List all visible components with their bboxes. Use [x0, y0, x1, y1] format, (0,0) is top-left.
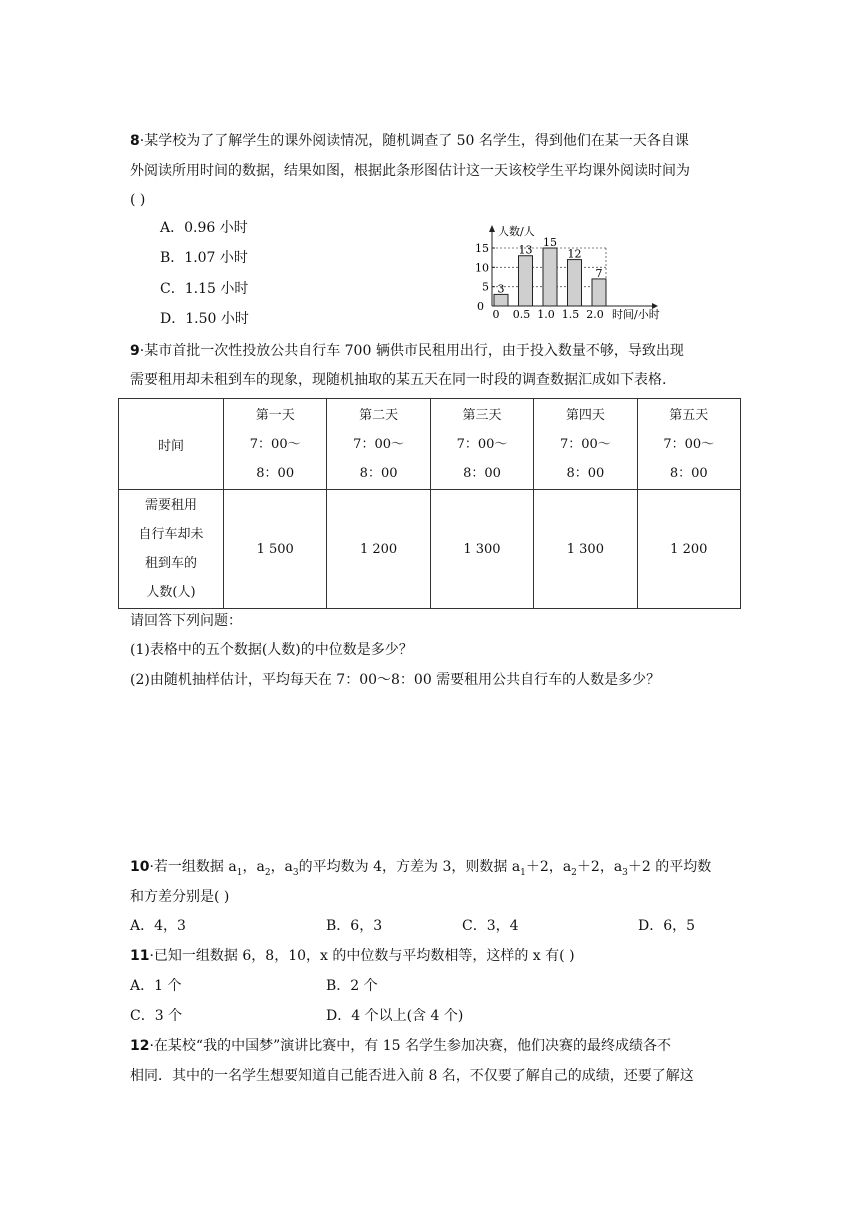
q9-prompt: 请回答下列问题： — [130, 613, 242, 629]
q11-option-b[interactable]: B．2 个 — [326, 978, 378, 994]
q11-line-1: 11·已知一组数据 6，8，10，x 的中位数与平均数相等，这样的 x 有( ) — [130, 948, 575, 964]
table-day-5: 第五天 7：00～ 8：00 — [637, 399, 740, 490]
q11-option-a[interactable]: A．1 个 — [130, 978, 182, 994]
q10-line-2: 和方差分别是( ) — [130, 889, 230, 905]
q10-option-c[interactable]: C．3，4 — [462, 918, 519, 934]
q9-number: 9 — [130, 343, 140, 359]
q10-number: 10 — [130, 859, 150, 875]
y-tick-label: 5 — [482, 280, 489, 294]
table-value-4: 1 300 — [534, 490, 637, 609]
q8-number: 8 — [130, 133, 140, 149]
table-value-2: 1 200 — [327, 490, 430, 609]
q8-option-d[interactable]: D．1.50 小时 — [160, 311, 249, 327]
q8-option-a[interactable]: A．0.96 小时 — [160, 220, 248, 236]
q12-number: 12 — [130, 1038, 150, 1054]
bar — [543, 248, 557, 306]
q8-line-2: 外阅读所用时间的数据，结果如图，根据此条形图估计这一天该校学生平均课外阅读时间为 — [130, 163, 690, 179]
bar — [592, 279, 606, 306]
x-tick-label: 1.5 — [561, 308, 580, 321]
bar — [519, 256, 533, 306]
q11-option-c[interactable]: C．3 个 — [130, 1008, 183, 1024]
q10-option-d[interactable]: D．6，5 — [638, 918, 696, 934]
table-day-2: 第二天 7：00～ 8：00 — [327, 399, 430, 490]
bar-value-label: 3 — [497, 282, 505, 296]
y-axis-title: 人数/人 — [498, 225, 535, 238]
q8-line-3: ( ) — [130, 192, 146, 208]
y-tick-label: 10 — [475, 261, 489, 275]
q12-line-1: 12·在某校“我的中国梦”演讲比赛中，有 15 名学生参加决赛，他们决赛的最终成绩各不 — [130, 1038, 671, 1054]
table-row-label: 需要租用 自行车却未 租到车的 人数(人) — [119, 490, 224, 609]
q8-option-c[interactable]: C．1.15 小时 — [160, 281, 249, 297]
table-value-5: 1 200 — [637, 490, 740, 609]
q10-option-a[interactable]: A．4，3 — [130, 918, 186, 934]
bar-value-label: 7 — [595, 266, 603, 280]
table-day-1: 第一天 7：00～ 8：00 — [224, 399, 327, 490]
q9-sub-question-1: (1)表格中的五个数据(人数)的中位数是多少？ — [130, 642, 413, 658]
table-header-label: 时间 — [119, 399, 224, 490]
bike-rental-table — [118, 398, 741, 609]
q8-option-b[interactable]: B．1.07 小时 — [160, 250, 248, 266]
bar-value-label: 12 — [567, 247, 582, 261]
q12-line-2: 相同．其中的一名学生想要知道自己能否进入前 8 名，不仅要了解自己的成绩，还要了解这 — [130, 1068, 694, 1084]
q9-line-1: 9·某市首批一次性投放公共自行车 700 辆供市民租用出行，由于投入数量不够，导致出现 — [130, 343, 684, 359]
q8-line-1: 8·某学校为了了解学生的课外阅读情况，随机调查了 50 名学生，得到他们在某一天各自课 — [130, 133, 689, 149]
x-tick-label: 1.0 — [537, 308, 555, 321]
table-value-1: 1 500 — [224, 490, 327, 609]
x-tick-label: 0.5 — [512, 308, 531, 321]
x-tick-label: 0 — [492, 308, 500, 321]
q11-option-d[interactable]: D．4 个以上(含 4 个) — [326, 1008, 464, 1024]
bar — [494, 294, 508, 306]
x-tick-label: 2.0 — [586, 308, 604, 321]
reading-time-bar-chart — [474, 222, 674, 326]
table-day-3: 第三天 7：00～ 8：00 — [430, 399, 533, 490]
origin-label: 0 — [477, 300, 484, 313]
bar — [568, 260, 582, 306]
q11-number: 11 — [130, 948, 150, 964]
table-day-4: 第四天 7：00～ 8：00 — [534, 399, 637, 490]
bar-value-label: 15 — [543, 236, 557, 249]
q9-line-2: 需要租用却未租到车的现象，现随机抽取的某五天在同一时段的调查数据汇成如下表格. — [130, 372, 667, 388]
q9-sub-question-2: (2)由随机抽样估计，平均每天在 7：00～8：00 需要租用公共自行车的人数是多少？ — [130, 672, 661, 688]
table-value-3: 1 300 — [430, 490, 533, 609]
x-axis-title: 时间/小时 — [612, 308, 660, 321]
y-axis-arrow-icon — [489, 225, 495, 232]
y-tick-label: 15 — [475, 242, 489, 255]
bar-value-label: 13 — [518, 243, 533, 257]
q10-line-1: 10·若一组数据 $a_1$，$a_2$，$a_3$的平均数为 4，方差为 3，则数据 $a_1+2$，$a_2+2$，$a_3+2$ 的平均数 — [130, 859, 712, 878]
q10-option-b[interactable]: B．6，3 — [326, 918, 383, 934]
